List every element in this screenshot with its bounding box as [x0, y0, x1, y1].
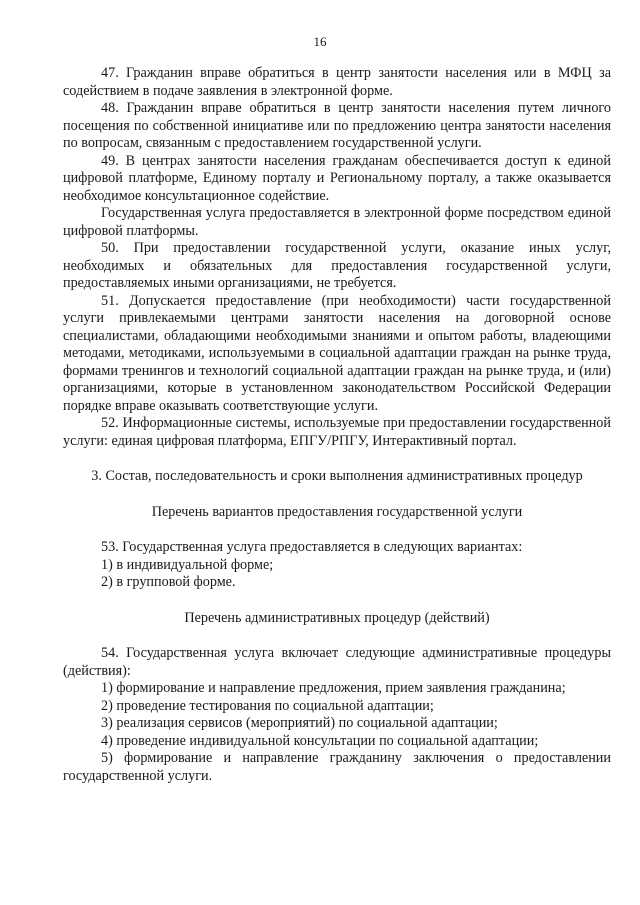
procedure-item: 2) проведение тестирования по социальной адаптации; — [101, 697, 434, 714]
variant-item: 2) в групповой форме. — [101, 574, 236, 590]
procedure-item: 4) проведение индивидуальной консультации по социальной адаптации; — [101, 732, 539, 749]
section-heading: 3. Состав, последовательность и сроки выполнения административных процедур — [91, 468, 583, 484]
paragraph-53: 53. Государственная услуга предоставляется в следующих вариантах: — [101, 539, 523, 555]
page-number: 16 — [313, 34, 327, 49]
subheading-procedures: Перечень административных процедур (действий) — [184, 609, 490, 626]
paragraph-electronic-form: Государственная услуга предоставляется в электронной форме посредством единой цифровой платформы. — [63, 205, 611, 239]
procedure-item: 3) реализация сервисов (мероприятий) по социальной адаптации; — [101, 715, 498, 731]
procedure-item: 5) формирование и направление гражданину заключения о предоставлении государственной услуги. — [63, 750, 611, 784]
procedure-item: 1) формирование и направление предложения, прием заявления гражданина; — [101, 680, 566, 696]
paragraph-47: 47. Гражданин вправе обратиться в центр занятости населения или в МФЦ за содействием в подаче заявления в электронной форме. — [63, 65, 611, 99]
paragraph-50: 50. При предоставлении государственной услуги, оказание иных услуг, необходимых и обязательных для предоставления государственной услуги, предоставляемых иными организациями, не требуется. — [63, 240, 611, 291]
document-body — [63, 65, 611, 785]
paragraph-54: 54. Государственная услуга включает следующие административные процедуры (действия): — [63, 645, 611, 679]
variant-item: 1) в индивидуальной форме; — [101, 556, 274, 573]
paragraph-51: 51. Допускается предоставление (при необходимости) части государственной услуги привлекаемыми центрами занятости населения на договорной основе специалистами, обладающими необходимыми знаниями и опытом работы, владеющими методами, методиками, используемыми в социальной адаптации граждан на рынке труда, формами тренингов и технологий социальной адаптации граждан на рынке труда, и (или) организациями, которые в установленном законодательством Российской Федерации порядке вправе оказывать соответствующие услуги. — [63, 292, 611, 414]
paragraph-49: 49. В центрах занятости населения гражданам обеспечивается доступ к единой цифровой платформе, Единому порталу и Региональному порталу, а также оказывается необходимое консультационное содействие. — [63, 152, 611, 204]
subheading-variants: Перечень вариантов предоставления государственной услуги — [151, 503, 523, 520]
paragraph-48: 48. Гражданин вправе обратиться в центр занятости населения путем личного посещения по собственной инициативе или по предложению центра занятости населения по вопросам, связанным с предоставлением государственной услуги. — [63, 100, 611, 151]
paragraph-52: 52. Информационные системы, используемые при предоставлении государственной услуги: единая цифровая платформа, ЕПГУ/РПГУ, Интерактивный портал. — [63, 415, 611, 449]
